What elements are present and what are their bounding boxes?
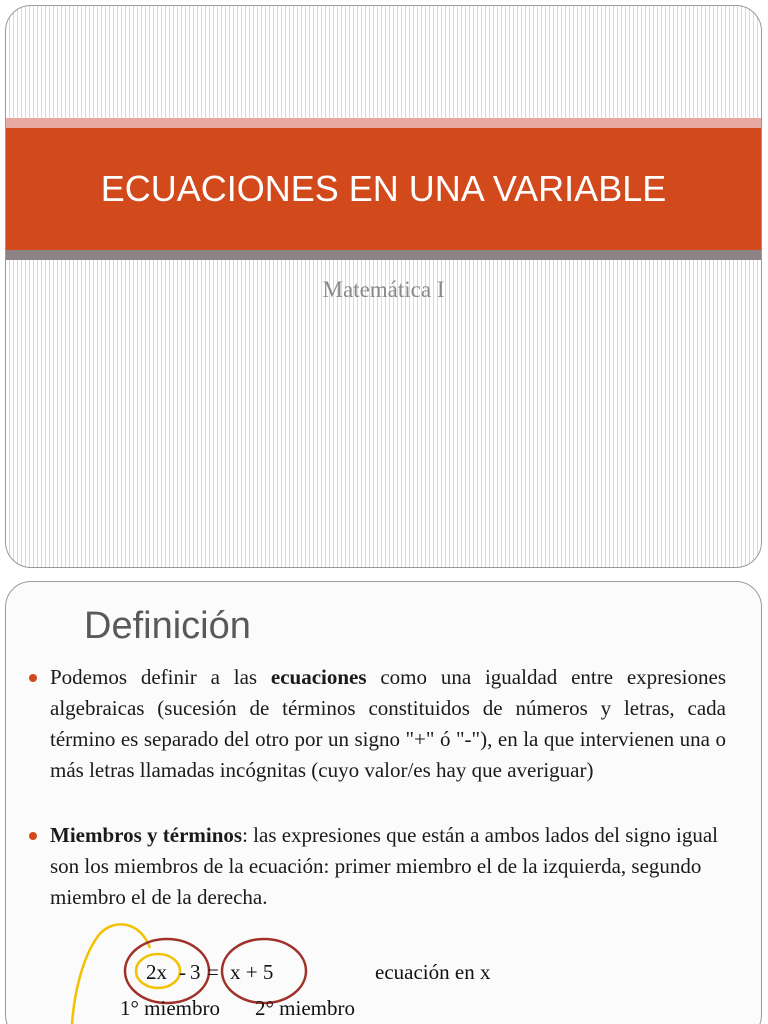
equation-term-2x: 2x — [146, 960, 167, 984]
title-slide — [5, 5, 762, 568]
bullet-miembros — [50, 820, 726, 913]
equation-right-member: x + 5 — [230, 960, 274, 984]
equation-label: ecuación en x — [375, 960, 491, 984]
equation-equals: = — [207, 960, 219, 984]
bullet-text-pre: Podemos definir a las — [50, 665, 271, 689]
bullet-term-ecuaciones: ecuaciones — [270, 665, 367, 689]
bullet-ecuaciones — [50, 662, 726, 786]
equation-minus: - — [179, 960, 186, 984]
slide-title: ECUACIONES EN UNA VARIABLE — [100, 168, 667, 209]
first-member-label: 1° miembro — [120, 996, 220, 1020]
bullet-dot-icon — [29, 832, 37, 840]
definition-slide — [5, 581, 762, 1024]
accent-band-bottom — [6, 250, 761, 260]
bullet-text-miembros: : las expresiones que están a ambos lados del signo igual son los miembros de la ecuación: primer miembro el de la izquierda, segundo miembro el de la derecha. — [50, 823, 718, 909]
accent-band-top — [6, 118, 761, 128]
bullet-text-post: como una igualdad entre expresiones algebraicas (sucesión de términos constituidos de números y letras, cada término es separado del otro por un signo "+" ó "-"), en la que intervienen una o más letras llamadas incógnitas (cuyo valor/es hay que averiguar) — [50, 665, 726, 782]
slide-subtitle: Matemática I — [322, 277, 445, 302]
definition-heading: Definición — [84, 605, 251, 647]
bullet-term-miembros: Miembros y términos — [50, 823, 243, 847]
second-member-label: 2° miembro — [255, 996, 355, 1020]
bullet-dot-icon — [29, 674, 37, 682]
equation-term-3: 3 — [190, 960, 201, 984]
